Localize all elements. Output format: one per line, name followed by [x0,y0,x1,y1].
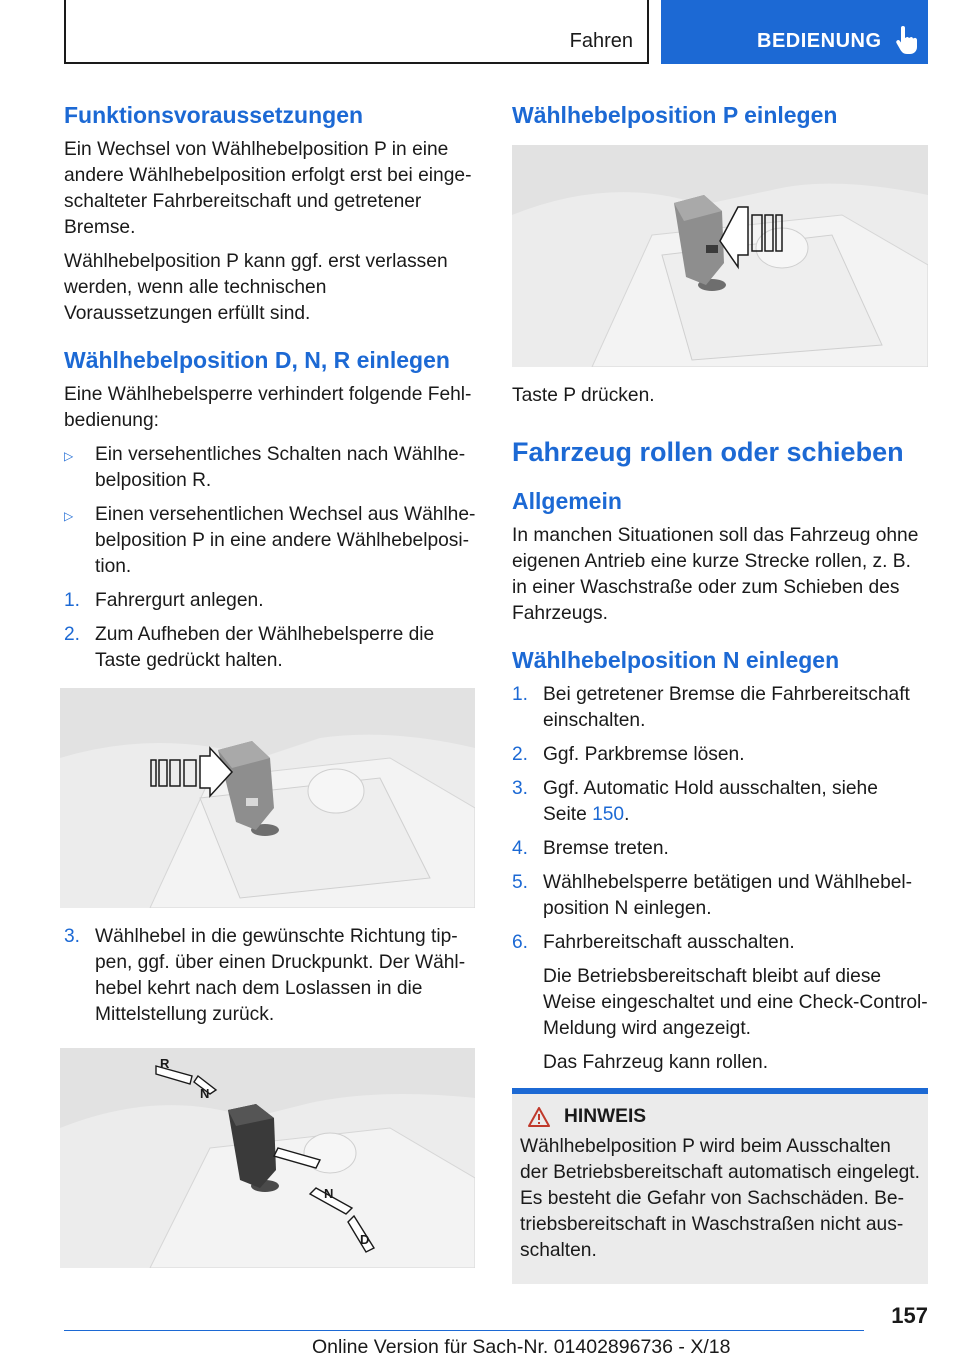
step-item: 2. Zum Aufheben der Wählhebelsperre die Taste gedrückt halten. [64,624,435,671]
page-number: 157 [891,1303,928,1328]
header-chapter-box [64,0,649,64]
header-section-box [661,0,928,64]
footer-online-version: Online Version für Sach-Nr. 01402896736 - X/18 [312,1336,731,1358]
footer-rule [64,1330,864,1331]
page-reference-link[interactable]: 150 [592,804,625,825]
direction-label-n-lower: N [324,1186,334,1201]
step-item: 5. Wählhebelsperre betätigen und Wählhebelposition N einlegen. [512,872,913,919]
figure-caption: Taste P drücken. [512,385,655,406]
bullet-item: ▷ Ein versehentliches Schalten nach Wählhebelposition R. [64,444,466,491]
paragraph: Wählhebelposition P kann ggf. erst verlassen werden, wenn alle technischen Voraussetzungen erfüllt sind. [64,251,448,324]
direction-label-r: R [160,1056,170,1071]
hand-pointer-icon [895,26,917,54]
triangle-bullet-icon: ▷ [64,509,74,523]
header-chapter: Fahren [569,30,633,52]
heading-rollen-schieben: Fahrzeug rollen oder schieben [512,437,904,467]
step-item: 6. Fahrbereitschaft ausschalten. [512,932,795,953]
gear-selector-figure-unlock [60,688,475,908]
paragraph: Ein Wechsel von Wählhebelposition P in eine andere Wählhebelposition erfolgt erst bei eingeschalteter Fahrbereitschaft und getretener Bremse. [64,139,472,238]
step-item: 3. Ggf. Automatic Hold ausschalten, siehe Seite 150. [512,778,878,825]
notice-text: Wählhebelposition P wird beim Ausschalten der Betriebsbereitschaft automatisch eingelegt. Es besteht die Gefahr von Sachschäden. Betriebsbereitschaft in Waschstraßen nicht ausschalten. [520,1136,920,1261]
step-item: 4. Bremse treten. [512,838,669,859]
step-subtext: Die Betriebsbereitschaft bleibt auf diese Weise eingeschaltet und eine Check-Control-Meldung wird angezeigt. [543,966,928,1039]
triangle-bullet-icon: ▷ [64,449,74,463]
warning-triangle-icon [528,1107,550,1127]
heading-p-einlegen: Wählhebelposition P einlegen [512,102,838,128]
direction-label-d: D [360,1232,370,1247]
step-item: 1. Bei getretener Bremse die Fahrbereitschaft einschalten. [512,684,910,731]
heading-n-einlegen: Wählhebelposition N einlegen [512,647,840,673]
heading-funktionsvoraussetzungen: Funktionsvoraussetzungen [64,102,364,128]
paragraph: In manchen Situationen soll das Fahrzeug ohne eigenen Antrieb eine kurze Strecke rollen, z. B. in einer Waschstraße oder zum Schieben des Fahrzeugs. [512,525,919,624]
gear-selector-figure-directions [60,1048,475,1268]
bullet-item: ▷ Einen versehentlichen Wechsel aus Wählhebelposition P in eine andere Wählhebelposition. [64,504,476,577]
header-section: BEDIENUNG [757,30,882,52]
heading-dnr-einlegen: Wählhebelposition D, N, R einlegen [64,347,450,373]
notice-title: HINWEIS [564,1106,647,1127]
right-column [512,102,928,1284]
gear-selector-figure-park [512,145,928,367]
left-column [64,102,476,1284]
heading-allgemein: Allgemein [512,488,622,514]
paragraph: Eine Wählhebelsperre verhindert folgende Fehlbedienung: [64,384,472,431]
step-item: 1. Fahrergurt anlegen. [64,590,264,611]
step-subtext: Das Fahrzeug kann rollen. [543,1052,769,1073]
notice-box [512,1094,928,1284]
step-item: 2. Ggf. Parkbremse lösen. [512,744,745,765]
direction-label-n-upper: N [200,1086,210,1101]
step-item: 3. Wählhebel in die gewünschte Richtung tippen, ggf. über einen Druckpunkt. Der Wählhebel kehrt nach dem Loslassen in die Mittelstellung zurück. [64,926,466,1025]
